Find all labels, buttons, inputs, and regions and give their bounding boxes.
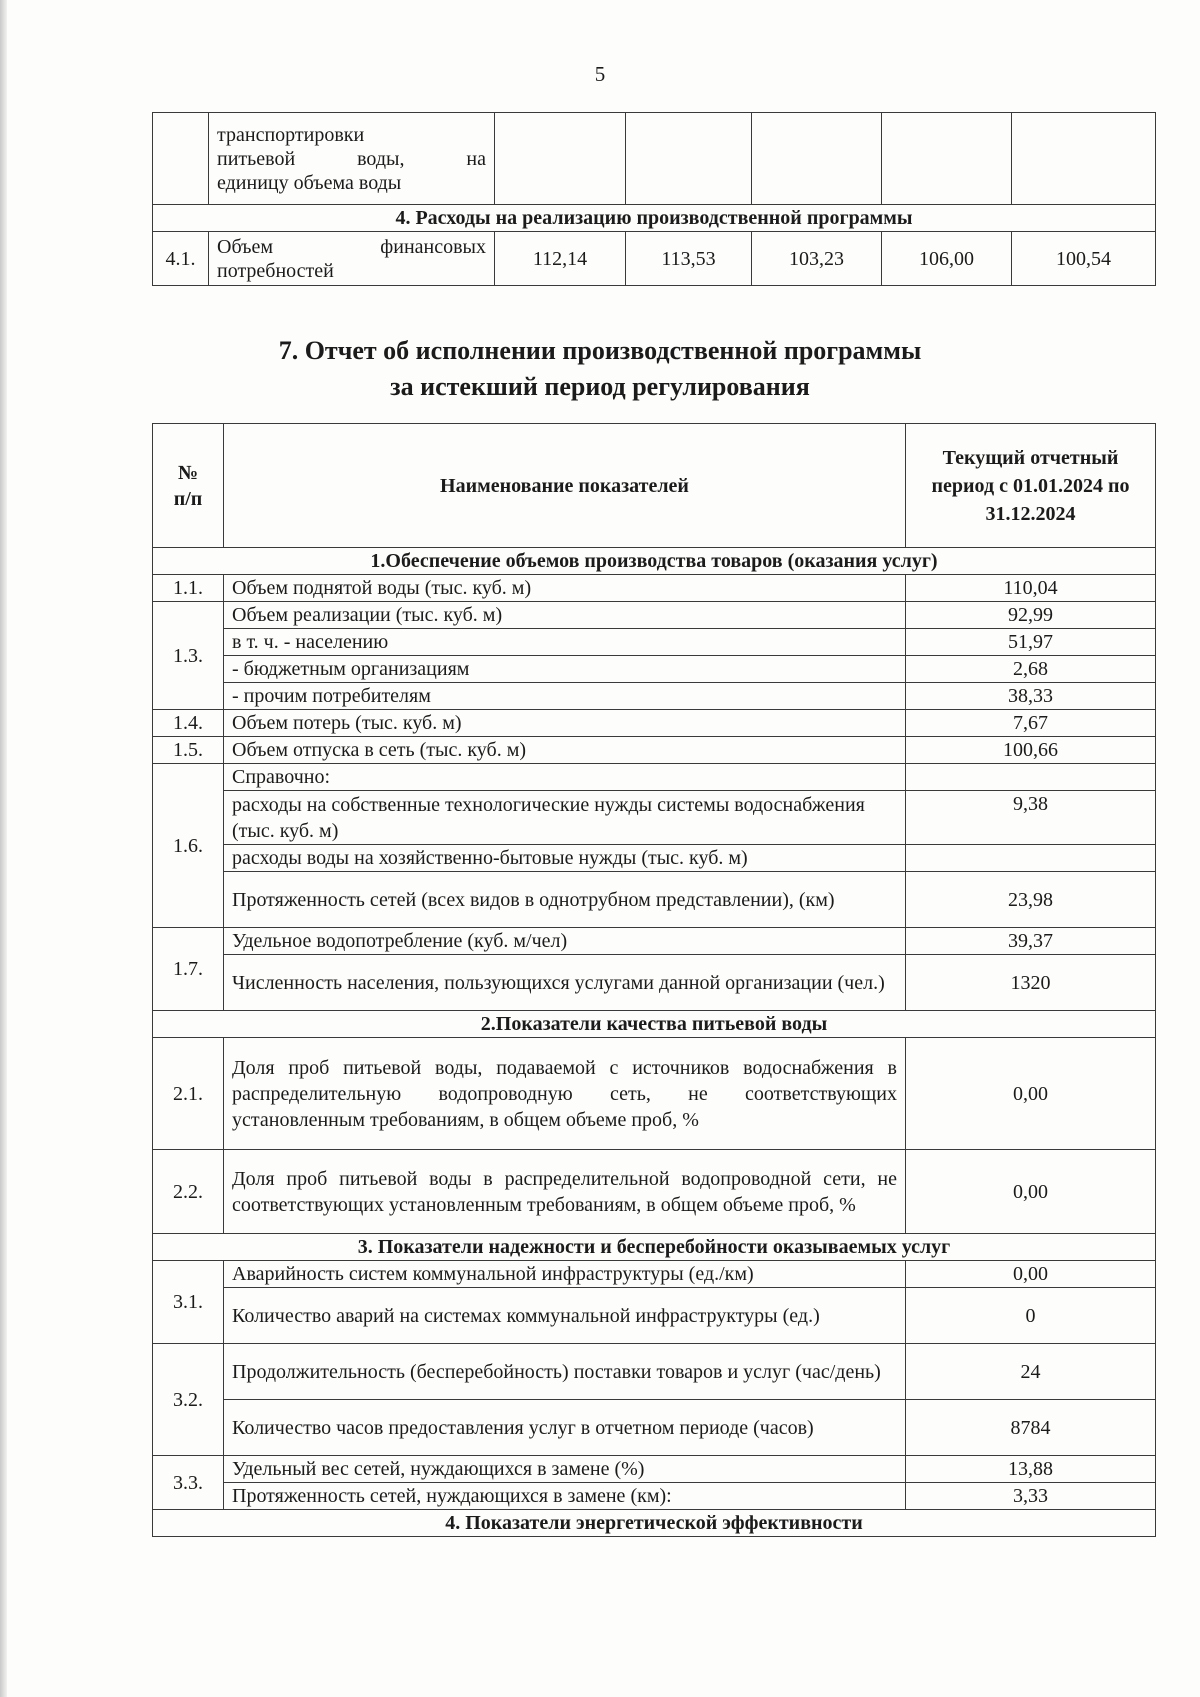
- value-cell: 8784: [906, 1400, 1156, 1456]
- section-title: 3. Показатели надежности и бесперебойности оказываемых услуг: [153, 1234, 1156, 1261]
- row-name: - бюджетным организациям: [224, 656, 906, 683]
- row-name: - прочим потребителям: [224, 683, 906, 710]
- name-line: питьевой воды, на: [217, 147, 486, 170]
- page-number: 5: [594, 62, 606, 86]
- row-name: Аварийность систем коммунальной инфраструктуры (ед./км): [224, 1261, 906, 1288]
- table-row: [153, 791, 1156, 845]
- name-line: единицу объема воды: [217, 171, 402, 194]
- value-cell: [906, 764, 1156, 791]
- row-name: Доля проб питьевой воды в распределительной водопроводной сети, не соответствующих установленным требованиям, в общем объеме проб, %: [224, 1150, 906, 1234]
- value-cell: 9,38: [906, 791, 1156, 845]
- row-name: Объем реализации (тыс. куб. м): [224, 602, 906, 629]
- row-name: расходы воды на хозяйственно-бытовые нужды (тыс. куб. м): [224, 845, 906, 872]
- row-name: Количество аварий на системах коммунальной инфраструктуры (ед.): [224, 1288, 906, 1344]
- value-cell: [906, 845, 1156, 872]
- row-name: Объем отпуска в сеть (тыс. куб. м): [224, 737, 906, 764]
- value-cell: [752, 113, 882, 205]
- row-number: 3.2.: [153, 1344, 224, 1456]
- row-number: [153, 113, 209, 205]
- section-title: 4. Расходы на реализацию производственной программы: [153, 205, 1156, 232]
- table-row: [153, 1288, 1156, 1344]
- value-cell: [882, 113, 1012, 205]
- header-period: Текущий отчетный период с 01.01.2024 по 31.12.2024: [906, 424, 1156, 548]
- report-title-line: 7. Отчет об исполнении производственной программы: [278, 336, 922, 365]
- table-row: [153, 710, 1156, 737]
- value-cell: 7,67: [906, 710, 1156, 737]
- row-name: Удельное водопотребление (куб. м/чел): [224, 928, 906, 955]
- header-name: Наименование показателей: [224, 424, 906, 548]
- table-row: [153, 1483, 1156, 1510]
- section-row: [153, 548, 1156, 575]
- value-cell: 38,33: [906, 683, 1156, 710]
- row-name: Количество часов предоставления услуг в отчетном периоде (часов): [224, 1400, 906, 1456]
- program-table-continuation: [152, 112, 1156, 286]
- value-cell: 92,99: [906, 602, 1156, 629]
- value-cell: 112,14: [495, 232, 626, 286]
- value-cell: 3,33: [906, 1483, 1156, 1510]
- row-name: Объем потерь (тыс. куб. м): [224, 710, 906, 737]
- scan-edge: [0, 0, 7, 1697]
- row-number: 3.1.: [153, 1261, 224, 1344]
- value-cell: 24: [906, 1344, 1156, 1400]
- value-cell: 23,98: [906, 872, 1156, 928]
- row-number: 1.1.: [153, 575, 224, 602]
- table-row: [153, 575, 1156, 602]
- value-cell: [1012, 113, 1156, 205]
- section-row: [153, 1234, 1156, 1261]
- row-name: Объем финансовых потребностей: [209, 232, 495, 286]
- header-row: [153, 424, 1156, 548]
- value-cell: 39,37: [906, 928, 1156, 955]
- header-number: № п/п: [153, 424, 224, 548]
- row-number: 1.6.: [153, 764, 224, 928]
- table-row: [153, 955, 1156, 1011]
- section-row: [153, 205, 1156, 232]
- value-cell: 103,23: [752, 232, 882, 286]
- value-cell: [626, 113, 752, 205]
- section-title: 2.Показатели качества питьевой воды: [153, 1011, 1156, 1038]
- row-number: 1.5.: [153, 737, 224, 764]
- table-row: [153, 1150, 1156, 1234]
- row-number: 1.4.: [153, 710, 224, 737]
- value-cell: [495, 113, 626, 205]
- section-row: [153, 1510, 1156, 1537]
- row-name: в т. ч. - населению: [224, 629, 906, 656]
- table-row: [153, 629, 1156, 656]
- row-name: Продолжительность (бесперебойность) поставки товаров и услуг (час/день): [224, 1344, 906, 1400]
- table-row: [153, 1456, 1156, 1483]
- table-row: [153, 683, 1156, 710]
- table-row: [153, 1261, 1156, 1288]
- report-title-line: за истекший период регулирования: [390, 372, 810, 401]
- row-number: 3.3.: [153, 1456, 224, 1510]
- row-name: Численность населения, пользующихся услугами данной организации (чел.): [224, 955, 906, 1011]
- value-cell: 13,88: [906, 1456, 1156, 1483]
- table-row: [153, 737, 1156, 764]
- row-name: Удельный вес сетей, нуждающихся в замене (%): [224, 1456, 906, 1483]
- table-row: [153, 928, 1156, 955]
- value-cell: 110,04: [906, 575, 1156, 602]
- row-number: 4.1.: [153, 232, 209, 286]
- table-row: [153, 1038, 1156, 1150]
- value-cell: 51,97: [906, 629, 1156, 656]
- table-row: [153, 872, 1156, 928]
- report-table: [152, 423, 1156, 1537]
- name-line: транспортировки: [217, 123, 365, 146]
- row-name: Протяженность сетей (всех видов в однотрубном представлении), (км): [224, 872, 906, 928]
- row-number: 2.2.: [153, 1150, 224, 1234]
- table-row: [153, 845, 1156, 872]
- value-cell: 100,66: [906, 737, 1156, 764]
- row-name: расходы на собственные технологические нужды системы водоснабжения (тыс. куб. м): [224, 791, 906, 845]
- value-cell: 1320: [906, 955, 1156, 1011]
- value-cell: 0: [906, 1288, 1156, 1344]
- value-cell: 100,54: [1012, 232, 1156, 286]
- value-cell: 0,00: [906, 1261, 1156, 1288]
- row-name: Справочно:: [224, 764, 906, 791]
- value-cell: 2,68: [906, 656, 1156, 683]
- section-row: [153, 1011, 1156, 1038]
- table-row: [153, 602, 1156, 629]
- row-name: Протяженность сетей, нуждающихся в замене (км):: [224, 1483, 906, 1510]
- table-row: [153, 1344, 1156, 1400]
- value-cell: 0,00: [906, 1038, 1156, 1150]
- value-cell: 106,00: [882, 232, 1012, 286]
- value-cell: 113,53: [626, 232, 752, 286]
- row-number: 1.7.: [153, 928, 224, 1011]
- table-row: [153, 656, 1156, 683]
- table-row: [153, 232, 1156, 286]
- row-number: 2.1.: [153, 1038, 224, 1150]
- row-name: Объем поднятой воды (тыс. куб. м): [224, 575, 906, 602]
- table-row: [153, 1400, 1156, 1456]
- section-title: 4. Показатели энергетической эффективности: [153, 1510, 1156, 1537]
- table-row: [153, 113, 1156, 205]
- row-name: [209, 113, 495, 205]
- row-name: Доля проб питьевой воды, подаваемой с источников водоснабжения в распределительную водопроводную сеть, не соответствующих установленным требованиям, в общем объеме проб, %: [224, 1038, 906, 1150]
- table-row: [153, 764, 1156, 791]
- section-title: 1.Обеспечение объемов производства товаров (оказания услуг): [153, 548, 1156, 575]
- value-cell: 0,00: [906, 1150, 1156, 1234]
- row-number: 1.3.: [153, 602, 224, 710]
